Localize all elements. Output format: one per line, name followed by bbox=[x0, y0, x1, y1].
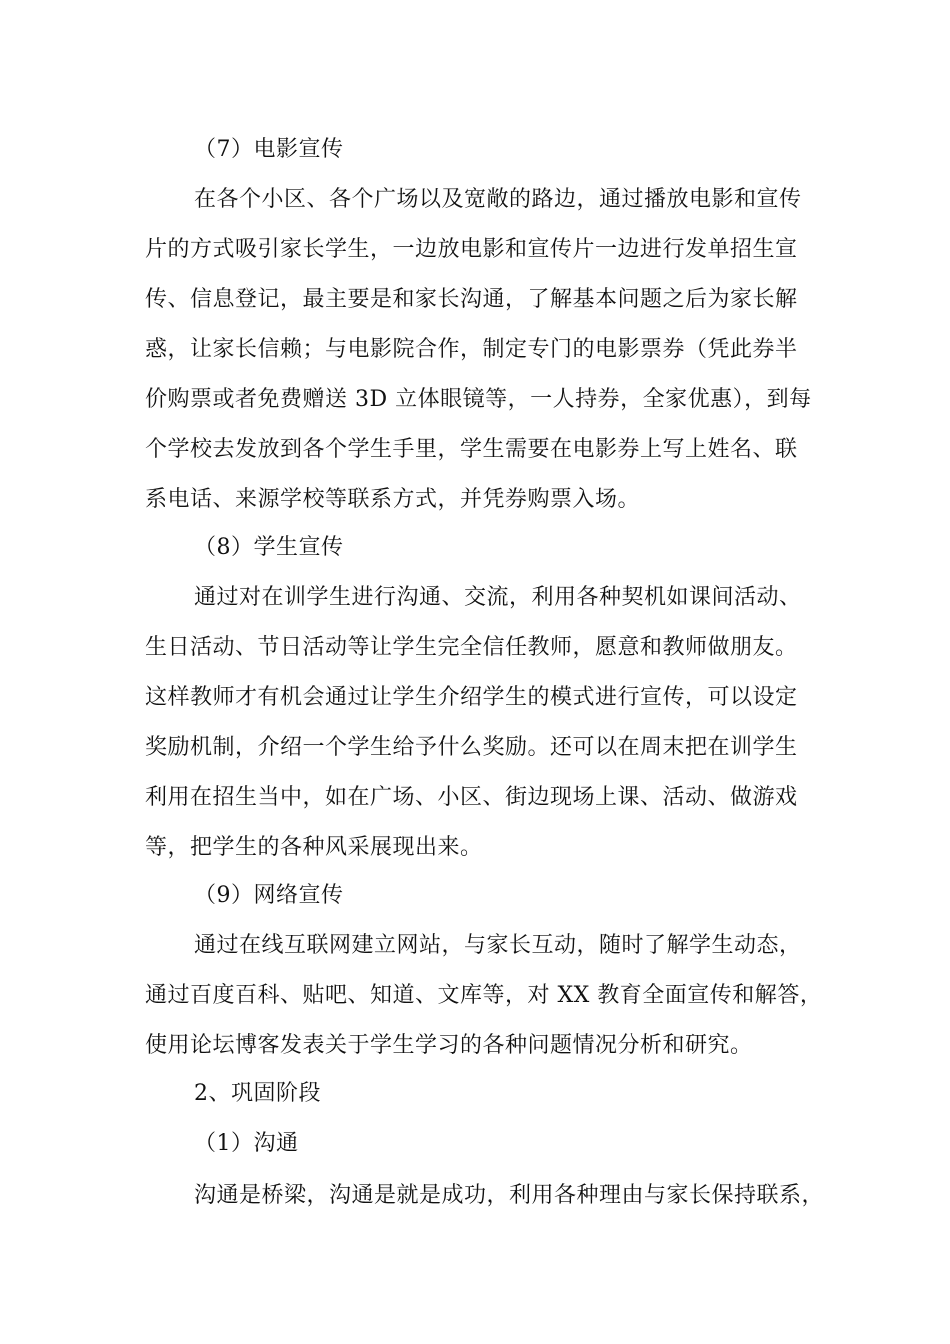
heading-film-promotion: （7）电影宣传 bbox=[194, 137, 344, 162]
paragraph-line: 传、信息登记，最主要是和家长沟通，了解基本问题之后为家长解 bbox=[145, 287, 798, 312]
paragraph-line: 在各个小区、各个广场以及宽敞的路边，通过播放电影和宣传 bbox=[194, 187, 802, 212]
paragraph-line: 使用论坛博客发表关于学生学习的各种问题情况分析和研究。 bbox=[145, 1033, 753, 1058]
paragraph-line: 惑，让家长信赖；与电影院合作，制定专门的电影票券（凭此券半 bbox=[145, 337, 798, 362]
paragraph-line: 价购票或者免费赠送 3D 立体眼镜等，一人持券，全家优惠），到每 bbox=[145, 387, 812, 412]
paragraph-line: 系电话、来源学校等联系方式，并凭券购票入场。 bbox=[145, 487, 641, 512]
heading-consolidation-stage: 2、巩固阶段 bbox=[194, 1081, 321, 1106]
paragraph-line: 等，把学生的各种风采展现出来。 bbox=[145, 835, 483, 860]
paragraph-line: 奖励机制，介绍一个学生给予什么奖励。还可以在周末把在训学生 bbox=[145, 735, 798, 760]
paragraph-line: 利用在招生当中，如在广场、小区、街边现场上课、活动、做游戏 bbox=[145, 785, 798, 810]
paragraph-line: 通过百度百科、贴吧、知道、文库等，对 XX 教育全面宣传和解答， bbox=[145, 983, 823, 1008]
heading-network-promotion: （9）网络宣传 bbox=[194, 883, 344, 908]
paragraph-line: 这样教师才有机会通过让学生介绍学生的模式进行宣传，可以设定 bbox=[145, 685, 798, 710]
paragraph-line: 通过对在训学生进行沟通、交流，利用各种契机如课间活动、 bbox=[194, 585, 802, 610]
paragraph-line: 通过在线互联网建立网站，与家长互动，随时了解学生动态， bbox=[194, 933, 802, 958]
heading-student-promotion: （8）学生宣传 bbox=[194, 535, 344, 560]
heading-communication: （1）沟通 bbox=[194, 1131, 299, 1156]
paragraph-line: 片的方式吸引家长学生，一边放电影和宣传片一边进行发单招生宣 bbox=[145, 237, 798, 262]
paragraph-line: 个学校去发放到各个学生手里，学生需要在电影券上写上姓名、联 bbox=[145, 437, 798, 462]
paragraph-line: 沟通是桥梁，沟通是就是成功，利用各种理由与家长保持联系， bbox=[194, 1183, 825, 1208]
paragraph-line: 生日活动、节日活动等让学生完全信任教师，愿意和教师做朋友。 bbox=[145, 635, 798, 660]
